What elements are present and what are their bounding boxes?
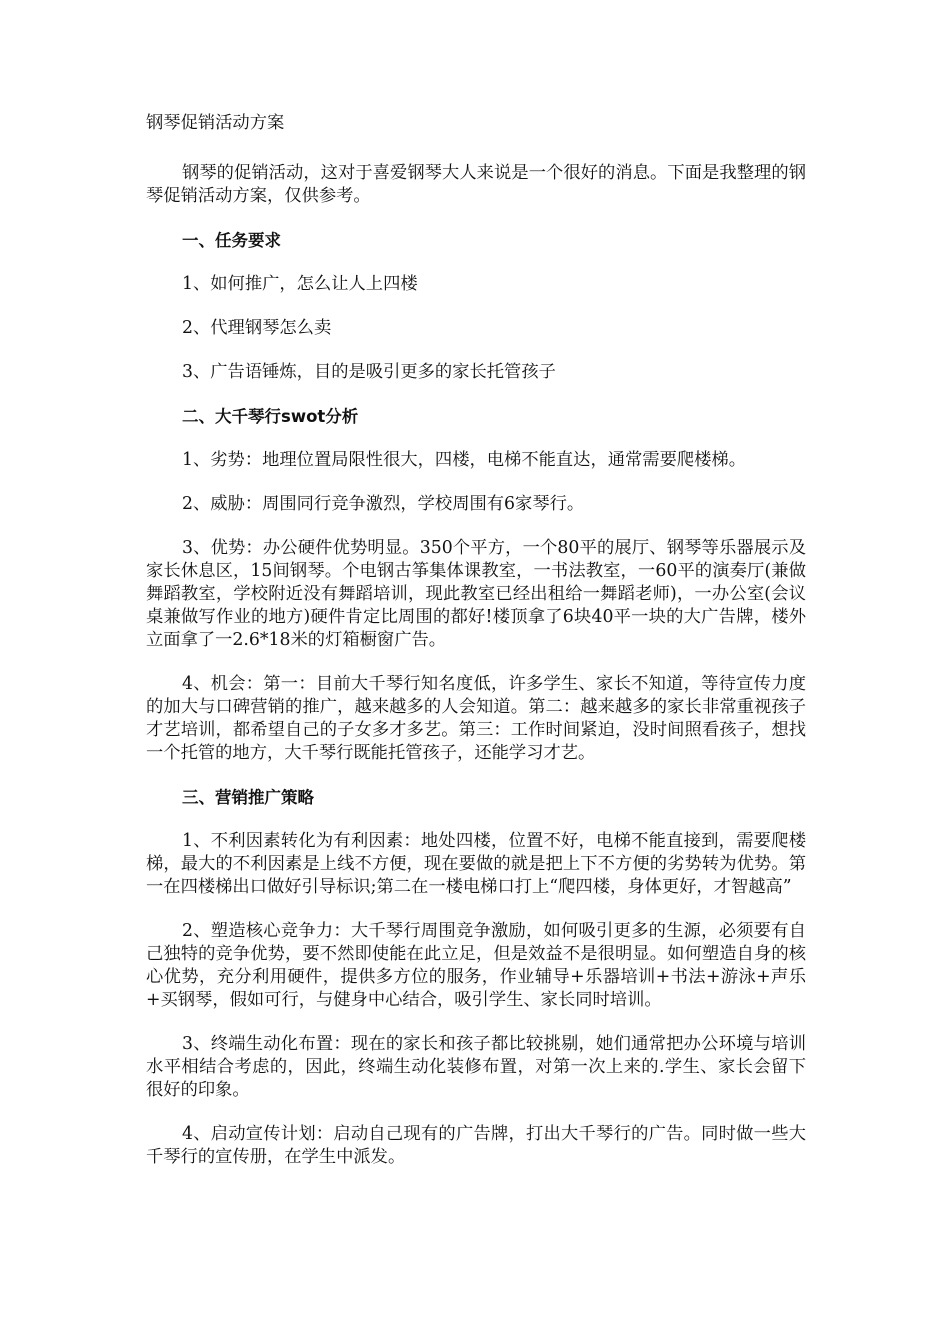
list-item: 1、不利因素转化为有利因素：地处四楼，位置不好，电梯不能直接到，需要爬楼梯，最大的不利因素是上线不方便，现在要做的就是把上下不方便的劣势转为优势。第一在四楼梯出口做好引导标识;第二在一楼电梯口打上“爬四楼，身体更好，才智越高” xyxy=(146,831,806,897)
section-heading-marketing-strategy: 三、营销推广策略 xyxy=(182,788,314,807)
list-item: 2、威胁：周围同行竞争激烈，学校周围有6家琴行。 xyxy=(182,494,585,514)
document-page xyxy=(146,112,806,1190)
list-item: 1、如何推广，怎么让人上四楼 xyxy=(182,274,418,294)
section-heading-swot-analysis: 二、大千琴行swot分析 xyxy=(182,407,359,426)
list-item: 3、终端生动化布置：现在的家长和孩子都比较挑剔，她们通常把办公环境与培训水平相结合考虑的，因此，终端生动化装修布置，对第一次上来的.学生、家长会留下很好的印象。 xyxy=(146,1034,806,1100)
section-heading-task-requirements: 一、任务要求 xyxy=(182,231,281,250)
list-item: 3、优势：办公硬件优势明显。350个平方，一个80平的展厅、钢琴等乐器展示及家长休息区，15间钢琴。个电钢古筝集体课教室，一书法教室，一60平的演奏厅(兼做舞蹈教室，学校附近没有舞蹈培训，现此教室已经出租给一舞蹈老师)，一办公室(会议桌兼做写作业的地方)硬件肯定比周围的都好!楼顶拿了6块40平一块的大广告牌，楼外立面拿了一2.6*18米的灯箱橱窗广告。 xyxy=(146,538,806,650)
document-title: 钢琴促销活动方案 xyxy=(146,113,285,133)
list-item: 2、塑造核心竞争力：大千琴行周围竞争激励，如何吸引更多的生源，必须要有自己独特的竞争优势，要不然即使能在此立足，但是效益不是很明显。如何塑造自身的核心优势，充分利用硬件，提供多方位的服务，作业辅导+乐器培训+书法+游泳+声乐+买钢琴，假如可行，与健身中心结合，吸引学生、家长同时培训。 xyxy=(146,921,806,1010)
list-item: 2、代理钢琴怎么卖 xyxy=(182,318,332,338)
intro-paragraph: 钢琴的促销活动，这对于喜爱钢琴大人来说是一个很好的消息。下面是我整理的钢琴促销活动方案，仅供参考。 xyxy=(146,163,806,206)
list-item: 3、广告语锤炼，目的是吸引更多的家长托管孩子 xyxy=(182,362,556,382)
list-item: 4、机会：第一：目前大千琴行知名度低，许多学生、家长不知道，等待宣传力度的加大与口碑营销的推广，越来越多的人会知道。第二：越来越多的家长非常重视孩子才艺培训，都希望自己的子女多才多艺。第三：工作时间紧迫，没时间照看孩子，想找一个托管的地方，大千琴行既能托管孩子，还能学习才艺。 xyxy=(146,674,806,763)
list-item: 1、劣势：地理位置局限性很大，四楼，电梯不能直达，通常需要爬楼梯。 xyxy=(182,450,746,470)
list-item: 4、启动宣传计划：启动自己现有的广告牌，打出大千琴行的广告。同时做一些大千琴行的宣传册，在学生中派发。 xyxy=(146,1124,806,1167)
